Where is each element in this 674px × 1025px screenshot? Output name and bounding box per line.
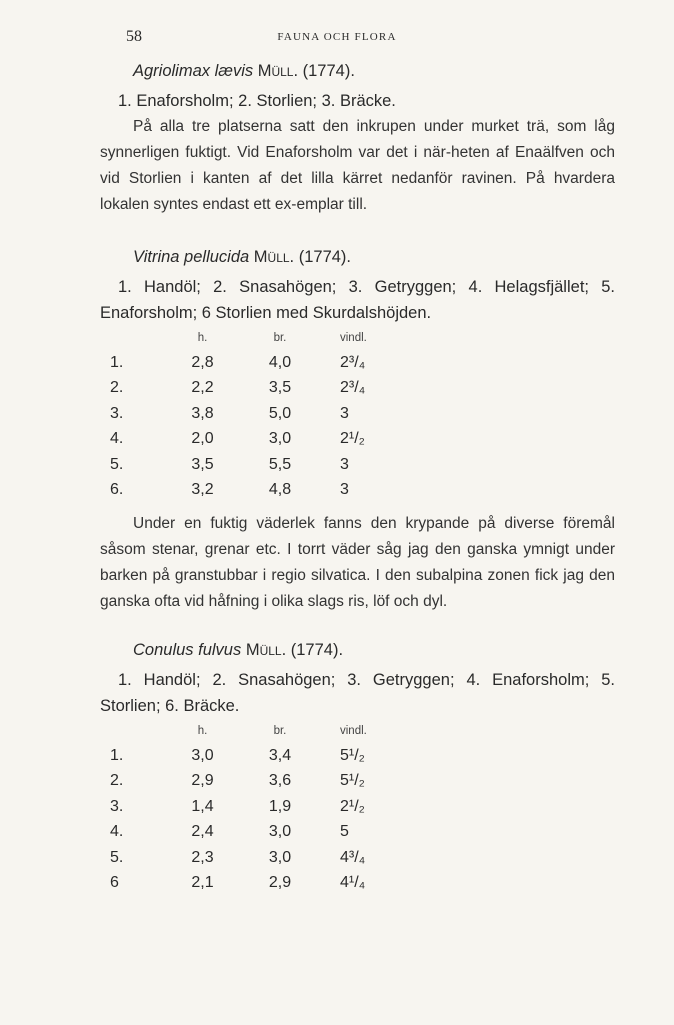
table-row — [100, 871, 410, 897]
table-cell: 2. — [110, 379, 124, 397]
species-heading — [133, 58, 615, 84]
table-row — [100, 820, 410, 846]
table-cell: 3,0 — [268, 430, 292, 448]
species-year: (1774). — [298, 248, 351, 266]
species-heading — [133, 637, 615, 663]
table-cell: 1,4 — [191, 797, 214, 815]
column-header: br. — [273, 725, 287, 737]
table-cell: 4³/₄ — [340, 848, 366, 866]
description-paragraph: Under en fuktig väderlek fanns den krypande på diverse föremål såsom stenar, grenar etc. I torrt väder såg jag den ganska ymnigt under barken på granstubbar i regio silvatica. I den subalpina zonen fick jag den ganska ofta vid håfning i olika slags ris, löf och dyl. — [100, 515, 615, 610]
table-cell: 1,9 — [268, 797, 292, 815]
table-cell: 6 — [110, 874, 119, 892]
table-row — [100, 452, 410, 478]
table-row — [100, 845, 410, 871]
locality-list: 1. Handöl; 2. Snasahögen; 3. Getryggen; 4. Helagsfjället; 5. Enaforsholm; 6 Storlien med Skurdalshöjden. — [100, 278, 615, 322]
table-cell: 3,8 — [191, 404, 214, 422]
table-cell: 3,0 — [268, 848, 292, 866]
table-cell: 2. — [110, 772, 124, 790]
table-cell: 2,4 — [191, 823, 214, 841]
table-cell: 4,0 — [268, 353, 292, 371]
column-header: h. — [197, 725, 208, 737]
species-year: (1774). — [302, 62, 355, 80]
species-author: Müll. — [253, 248, 295, 266]
species-heading — [133, 244, 615, 270]
table-cell: 1. — [110, 353, 124, 371]
table-cell: 4¹/₄ — [340, 874, 366, 892]
table-cell: 5. — [110, 848, 124, 866]
table-cell: 5¹/₂ — [340, 746, 365, 764]
species-name: Conulus fulvus — [133, 641, 242, 659]
table-row — [100, 350, 410, 376]
table-cell: 2³/₄ — [340, 379, 366, 397]
species-author: Müll. — [257, 62, 299, 80]
table-row — [100, 769, 410, 795]
table-cell: 3. — [110, 797, 124, 815]
table-cell: 3 — [340, 404, 349, 422]
column-header: br. — [273, 332, 287, 344]
table-cell: 4,8 — [268, 481, 292, 499]
table-cell: 2,8 — [191, 353, 214, 371]
page-body — [100, 58, 615, 904]
table-row — [100, 743, 410, 769]
running-head: FAUNA OCH FLORA — [277, 31, 397, 43]
table-cell: 2,2 — [191, 379, 214, 397]
table-cell: 5. — [110, 455, 124, 473]
table-cell: 2,9 — [268, 874, 292, 892]
table-cell: 5 — [340, 823, 349, 841]
description-paragraph: På alla tre platserna satt den inkrupen under murket trä, som låg synnerligen fuktigt. Vid Enaforsholm var det i när-heten af Enaälfven och vid Storlien i kanten af det lilla kärret nedanför ravinen. På hvardera lokalen syntes endast ett ex-emplar till. — [100, 118, 615, 213]
table-cell: 2³/₄ — [340, 353, 366, 371]
table-header-row — [100, 725, 410, 743]
species-name: Vitrina pellucida — [133, 248, 250, 266]
locality-list: 1. Handöl; 2. Snasahögen; 3. Getryggen; 4. Enaforsholm; 5. Storlien; 6. Bräcke. — [100, 671, 615, 715]
table-row — [100, 376, 410, 402]
table-row — [100, 401, 410, 427]
table-cell: 3,5 — [268, 379, 292, 397]
table-cell: 3,4 — [268, 746, 292, 764]
locality-list: 1. Enaforsholm; 2. Storlien; 3. Bräcke. — [118, 92, 396, 110]
page-header — [0, 28, 674, 50]
table-cell: 3. — [110, 404, 124, 422]
species-author: Müll. — [245, 641, 287, 659]
table-cell: 2¹/₂ — [340, 430, 365, 448]
table-cell: 3,6 — [268, 772, 292, 790]
column-header — [100, 725, 165, 743]
table-cell: 3 — [340, 455, 349, 473]
table-cell: 6. — [110, 481, 124, 499]
table-cell: 2,1 — [191, 874, 214, 892]
measurement-table — [100, 332, 410, 503]
table-cell: 3,0 — [191, 746, 214, 764]
table-cell: 5,5 — [268, 455, 292, 473]
table-cell: 3 — [340, 481, 349, 499]
column-header: h. — [197, 332, 208, 344]
table-row — [100, 478, 410, 504]
table-cell: 2,0 — [191, 430, 214, 448]
species-name: Agriolimax lævis — [133, 62, 254, 80]
table-row — [100, 427, 410, 453]
table-cell: 3,5 — [191, 455, 214, 473]
table-header-row — [100, 332, 410, 350]
table-cell: 2,9 — [191, 772, 214, 790]
table-cell: 5¹/₂ — [340, 772, 365, 790]
table-cell: 4. — [110, 823, 124, 841]
table-cell: 4. — [110, 430, 124, 448]
table-row — [100, 794, 410, 820]
table-cell: 1. — [110, 746, 124, 764]
table-cell: 3,2 — [191, 481, 214, 499]
column-header: vindl. — [340, 332, 367, 344]
table-cell: 2¹/₂ — [340, 797, 365, 815]
table-cell: 2,3 — [191, 848, 214, 866]
column-header — [100, 332, 165, 350]
column-header: vindl. — [340, 725, 367, 737]
page-number: 58 — [126, 28, 142, 45]
table-cell: 5,0 — [268, 404, 292, 422]
measurement-table — [100, 725, 410, 896]
species-year: (1774). — [290, 641, 344, 659]
table-cell: 3,0 — [268, 823, 292, 841]
